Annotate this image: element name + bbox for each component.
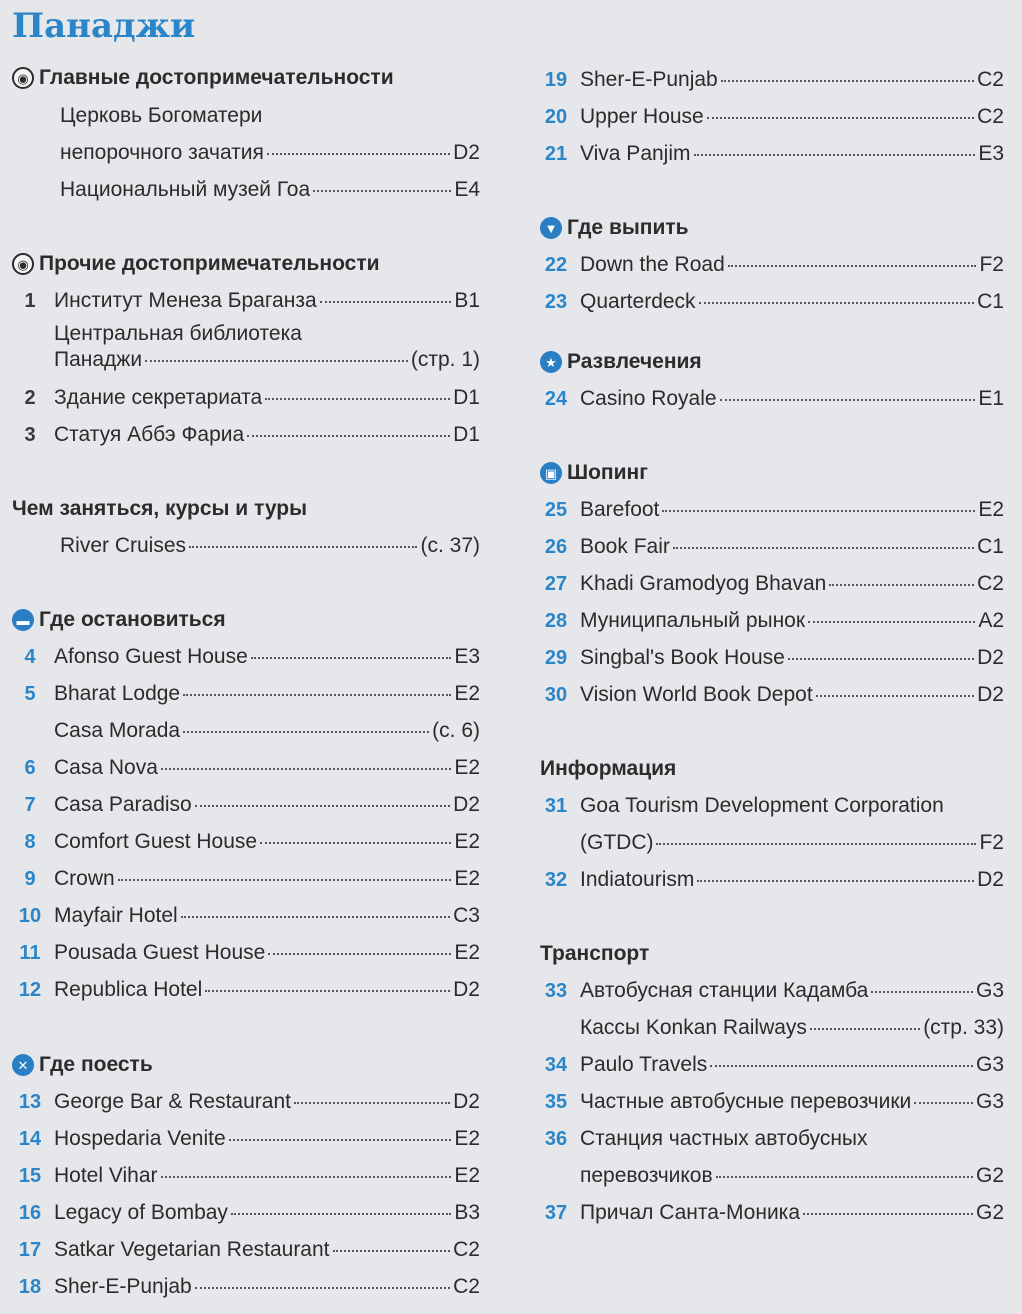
list-item: 24 Casino Royale E1: [544, 387, 1004, 410]
section-title: Транспорт: [540, 942, 650, 965]
list-item: 26 Book Fair C1: [544, 535, 1004, 558]
utensils-icon: ✕: [12, 1054, 34, 1076]
list-item: 6 Casa Nova E2: [24, 756, 480, 779]
list-item: 37 Причал Санта-Моника G2: [544, 1201, 1004, 1224]
list-item: 25 Barefoot E2: [544, 498, 1004, 521]
list-item: 21 Viva Panjim E3: [544, 142, 1004, 165]
section-title: Шопинг: [567, 461, 648, 484]
section-title: Информация: [540, 757, 677, 780]
list-item: 17 Satkar Vegetarian Restaurant C2: [18, 1238, 480, 1261]
drink-icon: ▼: [540, 217, 562, 239]
list-item: 33 Автобусная станции Кадамба G3: [544, 979, 1004, 1002]
section-header-entertainment: [540, 350, 702, 374]
section-title: Главные достопримечательности: [39, 66, 394, 89]
list-item: 29 Singbal's Book House D2: [544, 646, 1004, 669]
list-item: 3 Статуя Аббэ Фариа D1: [24, 423, 480, 446]
section-header-information: [540, 757, 676, 781]
list-item: 27 Khadi Gramodyog Bhavan C2: [544, 572, 1004, 595]
section-title: Чем заняться, курсы и туры: [12, 497, 308, 520]
list-item: 2 Здание секретариата D1: [24, 386, 480, 409]
list-item: 35 Частные автобусные перевозчики G3: [544, 1090, 1004, 1113]
shopping-bag-icon: ▣: [540, 462, 562, 484]
section-title: Где поесть: [39, 1053, 153, 1076]
list-item: 14 Hospedaria Venite E2: [18, 1127, 480, 1150]
section-header-sights: [12, 66, 394, 90]
list-item: 7 Casa Paradiso D2: [24, 793, 480, 816]
list-item: 20 Upper House C2: [544, 105, 1004, 128]
list-item: 12 Republica Hotel D2: [18, 978, 480, 1001]
list-item: перевозчиков G2: [580, 1164, 1004, 1187]
list-item: 34 Paulo Travels G3: [544, 1053, 1004, 1076]
list-item: 13 George Bar & Restaurant D2: [18, 1090, 480, 1113]
list-item: 36 Станция частных автобусных: [544, 1127, 868, 1150]
list-item: 16 Legacy of Bombay B3: [18, 1201, 480, 1224]
list-item: Церковь Богоматери: [60, 104, 263, 127]
list-item: 23 Quarterdeck C1: [544, 290, 1004, 313]
list-item: Панаджи (стр. 1): [54, 348, 480, 371]
list-item: Casa Morada (с. 6): [54, 719, 480, 742]
bed-icon: ▬: [12, 609, 34, 631]
section-header-transport: [540, 942, 649, 966]
list-item: 4 Afonso Guest House E3: [24, 645, 480, 668]
eye-icon: ◉: [12, 253, 34, 275]
list-item: 32 Indiatourism D2: [544, 868, 1004, 891]
page-title: Панаджи: [12, 6, 196, 46]
list-item: (GTDC) F2: [580, 831, 1004, 854]
list-item: непорочного зачатия D2: [60, 141, 480, 164]
eye-icon: ◉: [12, 67, 34, 89]
section-title: Прочие достопримечательности: [39, 252, 380, 275]
list-item: 18 Sher-E-Punjab C2: [18, 1275, 480, 1298]
list-item: River Cruises (с. 37): [60, 534, 480, 557]
section-title: Где выпить: [567, 216, 689, 239]
section-header-sleeping: [12, 608, 226, 632]
list-item: Кассы Konkan Railways (стр. 33): [580, 1016, 1004, 1039]
section-header-eating: [12, 1053, 153, 1077]
section-title: Где остановиться: [39, 608, 226, 631]
list-item: 11 Pousada Guest House E2: [19, 941, 480, 964]
section-header-shopping: [540, 461, 648, 485]
list-item: 10 Mayfair Hotel C3: [18, 904, 480, 927]
list-item: 1 Институт Менеза Браганза B1: [24, 289, 480, 312]
list-item: 19 Sher-E-Punjab C2: [544, 68, 1004, 91]
star-icon: ★: [540, 351, 562, 373]
list-item: 22 Down the Road F2: [544, 253, 1004, 276]
list-item: 15 Hotel Vihar E2: [18, 1164, 480, 1187]
list-item: Национальный музей Гоа E4: [60, 178, 480, 201]
list-item: 28 Муниципальный рынок A2: [544, 609, 1004, 632]
section-header-drinking: [540, 216, 689, 240]
section-title: Развлечения: [567, 350, 702, 373]
list-item: 8 Comfort Guest House E2: [24, 830, 480, 853]
section-header-other-sights: [12, 252, 380, 276]
list-item: 5 Bharat Lodge E2: [24, 682, 480, 705]
list-item: 30 Vision World Book Depot D2: [544, 683, 1004, 706]
list-item: Центральная библиотека: [54, 322, 302, 345]
section-header-activities: [12, 497, 307, 521]
list-item: 31 Goa Tourism Development Corporation: [544, 794, 944, 817]
list-item: 9 Crown E2: [24, 867, 480, 890]
